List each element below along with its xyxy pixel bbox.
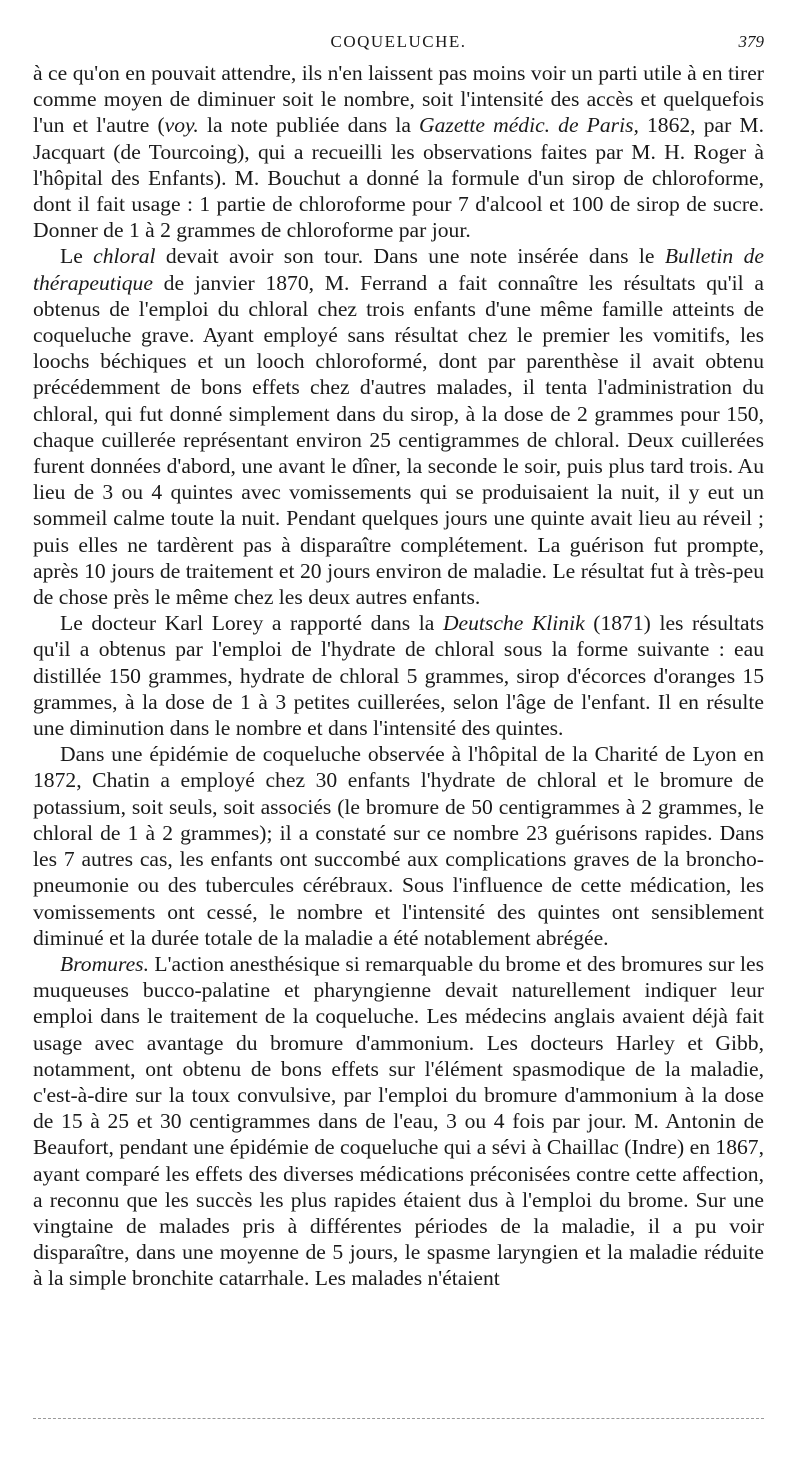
text-run: la note publiée dans la [198,113,420,138]
running-title: COQUELUCHE. [330,32,467,51]
paragraph [33,951,764,1292]
italic-run: voy. [164,113,199,138]
text-run: Le docteur Karl Lorey a rapporté dans la [60,611,443,636]
text-run: Dans une épidémie de coqueluche observée à l'hôpital de la Charité de Lyon en 1872, Chatin a employé chez 30 enfants l'hydrate de chloral et le bromure de potassium, soit seuls, soit associés (le bromure de 50 centigrammes à 2 grammes, le chloral de 1 à 2 grammes); il a constaté sur ce nombre 23 guérisons rapides. Dans les 7 autres cas, les enfants ont succombé aux complications graves de la broncho-pneumonie ou des tubercules cérébraux. Sous l'influence de cette médication, les vomissements ont cessé, le nombre et l'intensité des quintes ont sensiblement diminué et la durée totale de la maladie a été notablement abrégée. [33,742,764,950]
running-head [33,32,764,60]
page-number: 379 [738,32,764,51]
paragraph [33,60,764,243]
paragraph [33,610,764,741]
text-run: Le [60,244,94,269]
italic-run: Bromures. [60,951,149,976]
text-run: L'action anesthésique si remarquable du brome et des bromures sur les muqueuses bucco-palatine et pharyngienne devait naturellement indiquer leur emploi dans le traitement de la coqueluche. Les médecins anglais avaient déjà fait usage avec avantage du bromure d'ammonium. Les docteurs Harley et Gibb, notamment, ont obtenu de bons effets sur l'élément spasmodique de la maladie, c'est-à-dire sur la toux convulsive, par l'emploi du bromure d'ammonium à la dose de 15 à 25 et 30 centigrammes dans de l'eau, 3 ou 4 fois par jour. M. Antonin de Beaufort, pendant une épidémie de coqueluche qui a sévi à Chaillac (Indre) en 1867, ayant comparé les effets des diverses médications préconisées contre cette affection, a reconnu que les succès les plus rapides étaient dus à l'emploi du brome. Sur une vingtaine de malades pris à différentes périodes de la maladie, il a pu voir disparaître, dans une moyenne de 5 jours, le spasme laryngien et la maladie réduite à la simple bronchite catarrhale. Les malades n'étaient [33,951,764,1291]
book-page [33,32,764,1292]
italic-run: Gazette médic. de Paris, [419,113,639,138]
text-run: 1862, par M. Jacquart (de Tourcoing), qui a recueilli les observations faites par M. H. Roger à l'hôpital des Enfants). M. Bouchut a donné la formule d'un sirop de chloroforme, dont il fait usage : 1 partie de chloroforme pour 7 d'alcool et 100 de sirop de sucre. Donner de 1 à 2 grammes de chloroforme par jour. [33,113,764,243]
text-run: à ce qu'on en pouvait attendre, ils n'en laissent pas moins voir un parti utile à en tirer comme moyen de diminuer soit le nombre, soit l'intensité des accès et quelquefois l'un et l'autre ( [33,61,764,138]
text-run: devait avoir son tour. Dans une note insérée dans le [155,244,665,269]
italic-run: chloral [93,244,156,269]
footer-rule [33,1418,764,1419]
paragraph [33,243,764,610]
paragraph [33,741,764,951]
body-text [33,60,764,1292]
text-run: de janvier 1870, M. Ferrand a fait connaître les résultats qu'il a obtenus de l'emploi du chloral chez trois enfants d'une même famille atteints de coqueluche grave. Ayant employé sans résultat chez le premier les vomitifs, les loochs béchiques et un looch chloroformé, dont par parenthèse il avait obtenu précédemment de bons effets chez d'autres malades, il tenta l'administration du chloral, qui fut donné simplement dans du sirop, à la dose de 2 grammes pour 150, chaque cuillerée représentant environ 25 centigrammes de chloral. Deux cuillerées furent données d'abord, une avant le dîner, la seconde le soir, puis plus tard trois. Au lieu de 3 ou 4 quintes avec vomissements qui se produisaient la nuit, il y eut un sommeil calme toute la nuit. Pendant quelques jours une quinte avait lieu au réveil ; puis elles ne tardèrent pas à disparaître complétement. La guérison fut prompte, après 10 jours de traitement et 20 jours environ de maladie. Le résultat fut à très-peu de chose près le même chez les deux autres enfants. [33,270,764,610]
text-run: (1871) les résultats qu'il a obtenus par l'emploi de l'hydrate de chloral sous la forme suivante : eau distillée 150 grammes, hydrate de chloral 5 grammes, sirop d'écorces d'oranges 15 grammes, à la dose de 1 à 3 petites cuillerées, selon l'âge de l'enfant. Il en résulte une diminution dans le nombre et dans l'intensité des quintes. [33,611,764,741]
italic-run: Deutsche Klinik [442,611,585,636]
italic-run: Bulletin de thérapeutique [33,244,764,295]
